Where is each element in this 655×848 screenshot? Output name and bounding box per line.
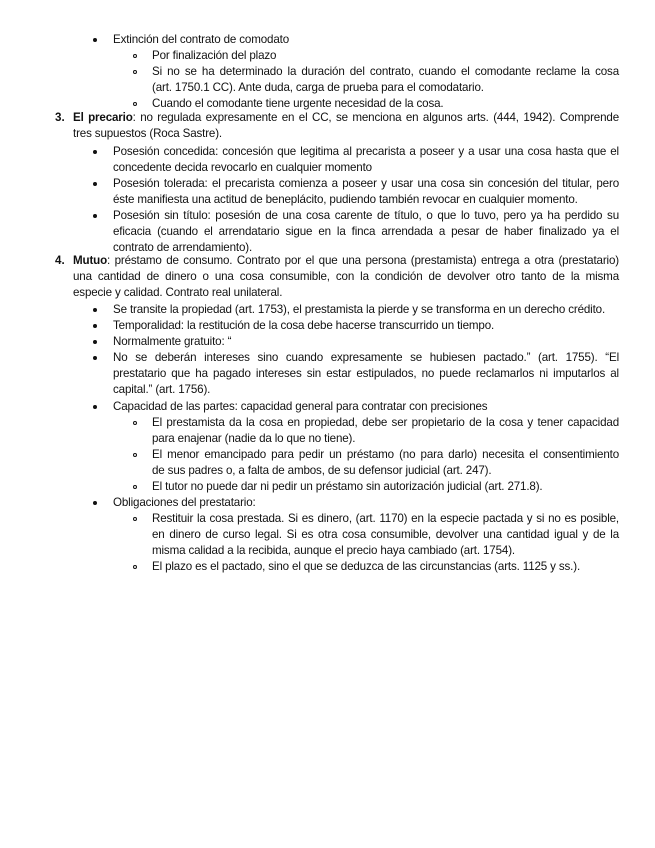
- list-item: Capacidad de las partes: capacidad general para contratar con precisiones: [113, 400, 488, 413]
- list-item: Por finalización del plazo: [152, 49, 277, 62]
- sub-bullet-icon: [133, 517, 137, 521]
- list-item: Posesión tolerada: el precarista comienza a poseer y usar una cosa sin concesión del titular, pero: [113, 177, 619, 190]
- list-item: (art. 1750.1 CC). Ante duda, carga de prueba para el comodatario.: [152, 81, 484, 94]
- bullet-icon: [93, 340, 97, 344]
- list-item: capital.” (art. 1756).: [113, 383, 211, 396]
- sub-bullet-icon: [133, 485, 137, 489]
- list-item: para enajenar (nadie da lo que no tiene).: [152, 432, 356, 445]
- bullet-icon: [93, 324, 97, 328]
- sub-bullet-icon: [133, 453, 137, 457]
- sub-bullet-icon: [133, 102, 137, 106]
- bullet-icon: [93, 356, 97, 360]
- list-item: El plazo es el pactado, sino el que se deduzca de las circunstancias (arts. 1125 y ss.).: [152, 560, 581, 573]
- bullet-icon: [93, 214, 97, 218]
- bullet-icon: [93, 38, 97, 42]
- list-number: 3.: [55, 111, 65, 124]
- list-item: una cantidad de dinero o una cosa consumible, con la condición de devolver otro tanto de la misma: [73, 270, 619, 283]
- list-item: No se deberán intereses sino cuando expresamente se hubiesen pactado.” (art. 1755). “El: [113, 351, 619, 364]
- bullet-icon: [93, 182, 97, 186]
- list-item: Normalmente gratuito: “: [113, 335, 232, 348]
- list-item: especie y calidad. Contrato real unilateral.: [73, 286, 283, 299]
- list-item: misma calidad a la recibida, aunque el precio haya cambiado (art. 1754).: [152, 544, 515, 557]
- sub-bullet-icon: [133, 54, 137, 58]
- list-item: concedente decida revocarlo en cualquier momento: [113, 161, 372, 174]
- list-item: éste manifiesta una actitud de beneplácito, pudiendo también revocar en cualquier momento.: [113, 193, 578, 206]
- list-item: Mutuo: préstamo de consumo. Contrato por el que una persona (prestamista) entrega a otra (prestatario): [73, 254, 619, 267]
- term-label: Mutuo: [73, 254, 108, 267]
- list-item: Posesión sin título: posesión de una cosa carente de título, o que lo tuvo, pero ya ha perdido su: [113, 209, 619, 222]
- list-item: El tutor no puede dar ni pedir un préstamo sin autorización judicial (art. 271.8).: [152, 480, 543, 493]
- list-item: Restituir la cosa prestada. Si es dinero, (art. 1170) en la especie pactada y si no es posible,: [152, 512, 619, 525]
- list-item: prestatario que ha pagado intereses sin estar estipulados, no puede reclamarlos ni imputarlos al: [113, 367, 619, 380]
- list-item: eficacia (cuando el arrendatario sigue en la finca arrendada a pesar de haber finalizado ya el: [113, 225, 619, 238]
- bullet-icon: [93, 405, 97, 409]
- list-number: 4.: [55, 254, 65, 267]
- list-item: Si no se ha determinado la duración del contrato, cuando el comodante reclame la cosa: [152, 65, 619, 78]
- list-item: de sus padres o, a falta de ambos, de su defensor judicial (art. 247).: [152, 464, 492, 477]
- list-item: Temporalidad: la restitución de la cosa debe hacerse transcurrido un tiempo.: [113, 319, 495, 332]
- list-item: en dinero de curso legal. Si es otra cosa consumible, devolver una cantidad igual y de la: [152, 528, 619, 541]
- list-item: Extinción del contrato de comodato: [113, 33, 290, 46]
- list-item: Posesión concedida: concesión que legitima al precarista a poseer y a usar una cosa hasta que el: [113, 145, 619, 158]
- bullet-icon: [93, 308, 97, 312]
- list-item: Obligaciones del prestatario:: [113, 496, 256, 509]
- list-item: contrato de arrendamiento).: [113, 241, 253, 254]
- sub-bullet-icon: [133, 421, 137, 425]
- list-item: Cuando el comodante tiene urgente necesidad de la cosa.: [152, 97, 444, 110]
- bullet-icon: [93, 501, 97, 505]
- list-item: tres supuestos (Roca Sastre).: [73, 127, 223, 140]
- list-item: El prestamista da la cosa en propiedad, debe ser propietario de la cosa y tener capacidad: [152, 416, 619, 429]
- list-item: El menor emancipado para pedir un préstamo (no para darlo) necesita el consentimiento: [152, 448, 619, 461]
- bullet-icon: [93, 150, 97, 154]
- list-item: Se transite la propiedad (art. 1753), el prestamista la pierde y se transforma en un derecho crédito.: [113, 303, 606, 316]
- sub-bullet-icon: [133, 565, 137, 569]
- term-label: El precario: [73, 111, 133, 124]
- list-item: El precario: no regulada expresamente en el CC, se menciona en algunos arts. (444, 1942). Comprende: [73, 111, 619, 124]
- sub-bullet-icon: [133, 70, 137, 74]
